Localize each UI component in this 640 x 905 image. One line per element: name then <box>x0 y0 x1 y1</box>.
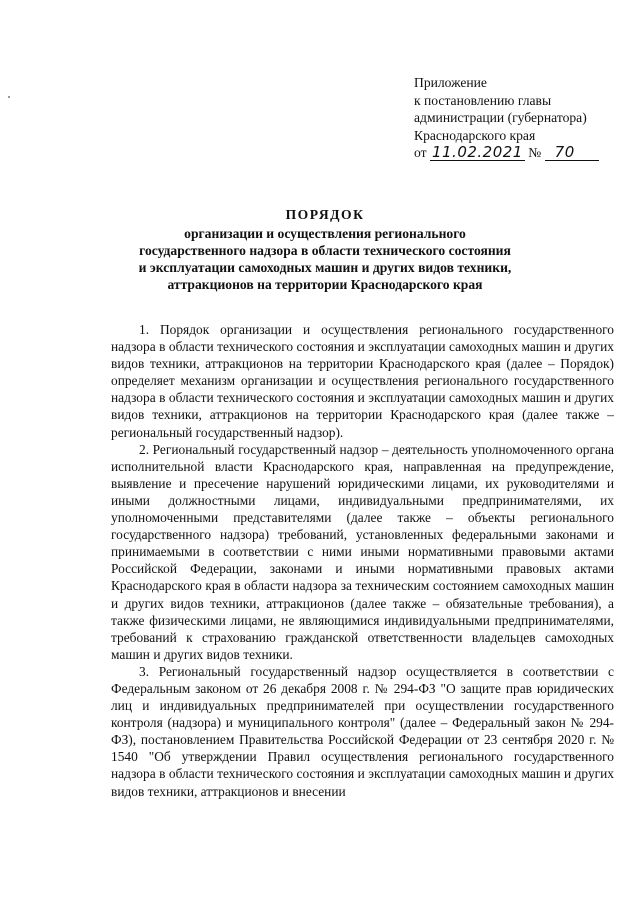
handwritten-number: 70 <box>545 145 599 161</box>
appendix-date-line <box>414 144 628 162</box>
scan-speck <box>8 96 10 98</box>
appendix-block <box>414 74 628 162</box>
number-prefix: № <box>528 145 542 160</box>
title-line: организации и осуществления регионального <box>184 226 466 241</box>
title-line: и эксплуатации самоходных машин и других видов техники, <box>138 260 512 275</box>
document-title <box>110 206 540 293</box>
document-body <box>111 321 614 800</box>
appendix-line: к постановлению главы <box>414 92 552 108</box>
date-prefix: от <box>414 145 427 160</box>
title-line: аттракционов на территории Краснодарского края <box>167 277 483 292</box>
paragraph-1: 1. Порядок организации и осуществления регионального государственного надзора в области технического состояния и эксплуатации самоходных машин и других видов техники, аттракционов на территории Краснодарского края (далее – Порядок) определяет механизм организации и осуществления регионального государственного надзора в области технического состояния и эксплуатации самоходных машин и других видов техники, аттракционов на территории Краснодарского края (далее также – региональный государственный надзор). <box>111 322 614 440</box>
handwritten-date: 11.02.2021 <box>431 143 523 161</box>
title-main: ПОРЯДОК <box>285 207 365 222</box>
appendix-line: Краснодарского края <box>414 127 536 143</box>
appendix-line: администрации (губернатора) <box>414 110 587 125</box>
paragraph-3: 3. Региональный государственный надзор осуществляется в соответствии с Федеральным законом от 26 декабря 2008 г. № 294-ФЗ "О защите прав юридических лиц и индивидуальных предпринимателей при осуществлении государственного контроля (надзора) и муниципального контроля" (далее – Федеральный закон № 294-ФЗ), постановлением Правительства Российской Федерации от 23 сентября 2020 г. № 1540 "Об утверждении Правил осуществления регионального государственного надзора в области технического состояния и эксплуатации самоходных машин и других видов техники, аттракционов и внесении <box>111 663 614 799</box>
title-line: государственного надзора в области технического состояния <box>139 243 511 258</box>
paragraph-2: 2. Региональный государственный надзор – деятельность уполномоченного органа исполнительной власти Краснодарского края, направленная на предупреждение, выявление и пресечение нарушений юридическими лицами, их руководителями и иными должностными лицами, индивидуальными предпринимателями, их уполномоченными представителями (далее также – объекты регионального государственного надзора) требований, установленных федеральными законами и принимаемыми в соответствии с ними иными нормативными правовыми актами Российской Федерации, законами и иными нормативными правовых актами Краснодарского края в области надзора за техническим состоянием самоходных машин и других видов техники, аттракционов (далее также – обязательные требования), а также физическими лицами, не являющимися индивидуальными предпринимателями, требований к страхованию гражданской ответственности владельцев самоходных машин и других видов техники. <box>111 441 614 662</box>
appendix-line: Приложение <box>414 75 487 90</box>
